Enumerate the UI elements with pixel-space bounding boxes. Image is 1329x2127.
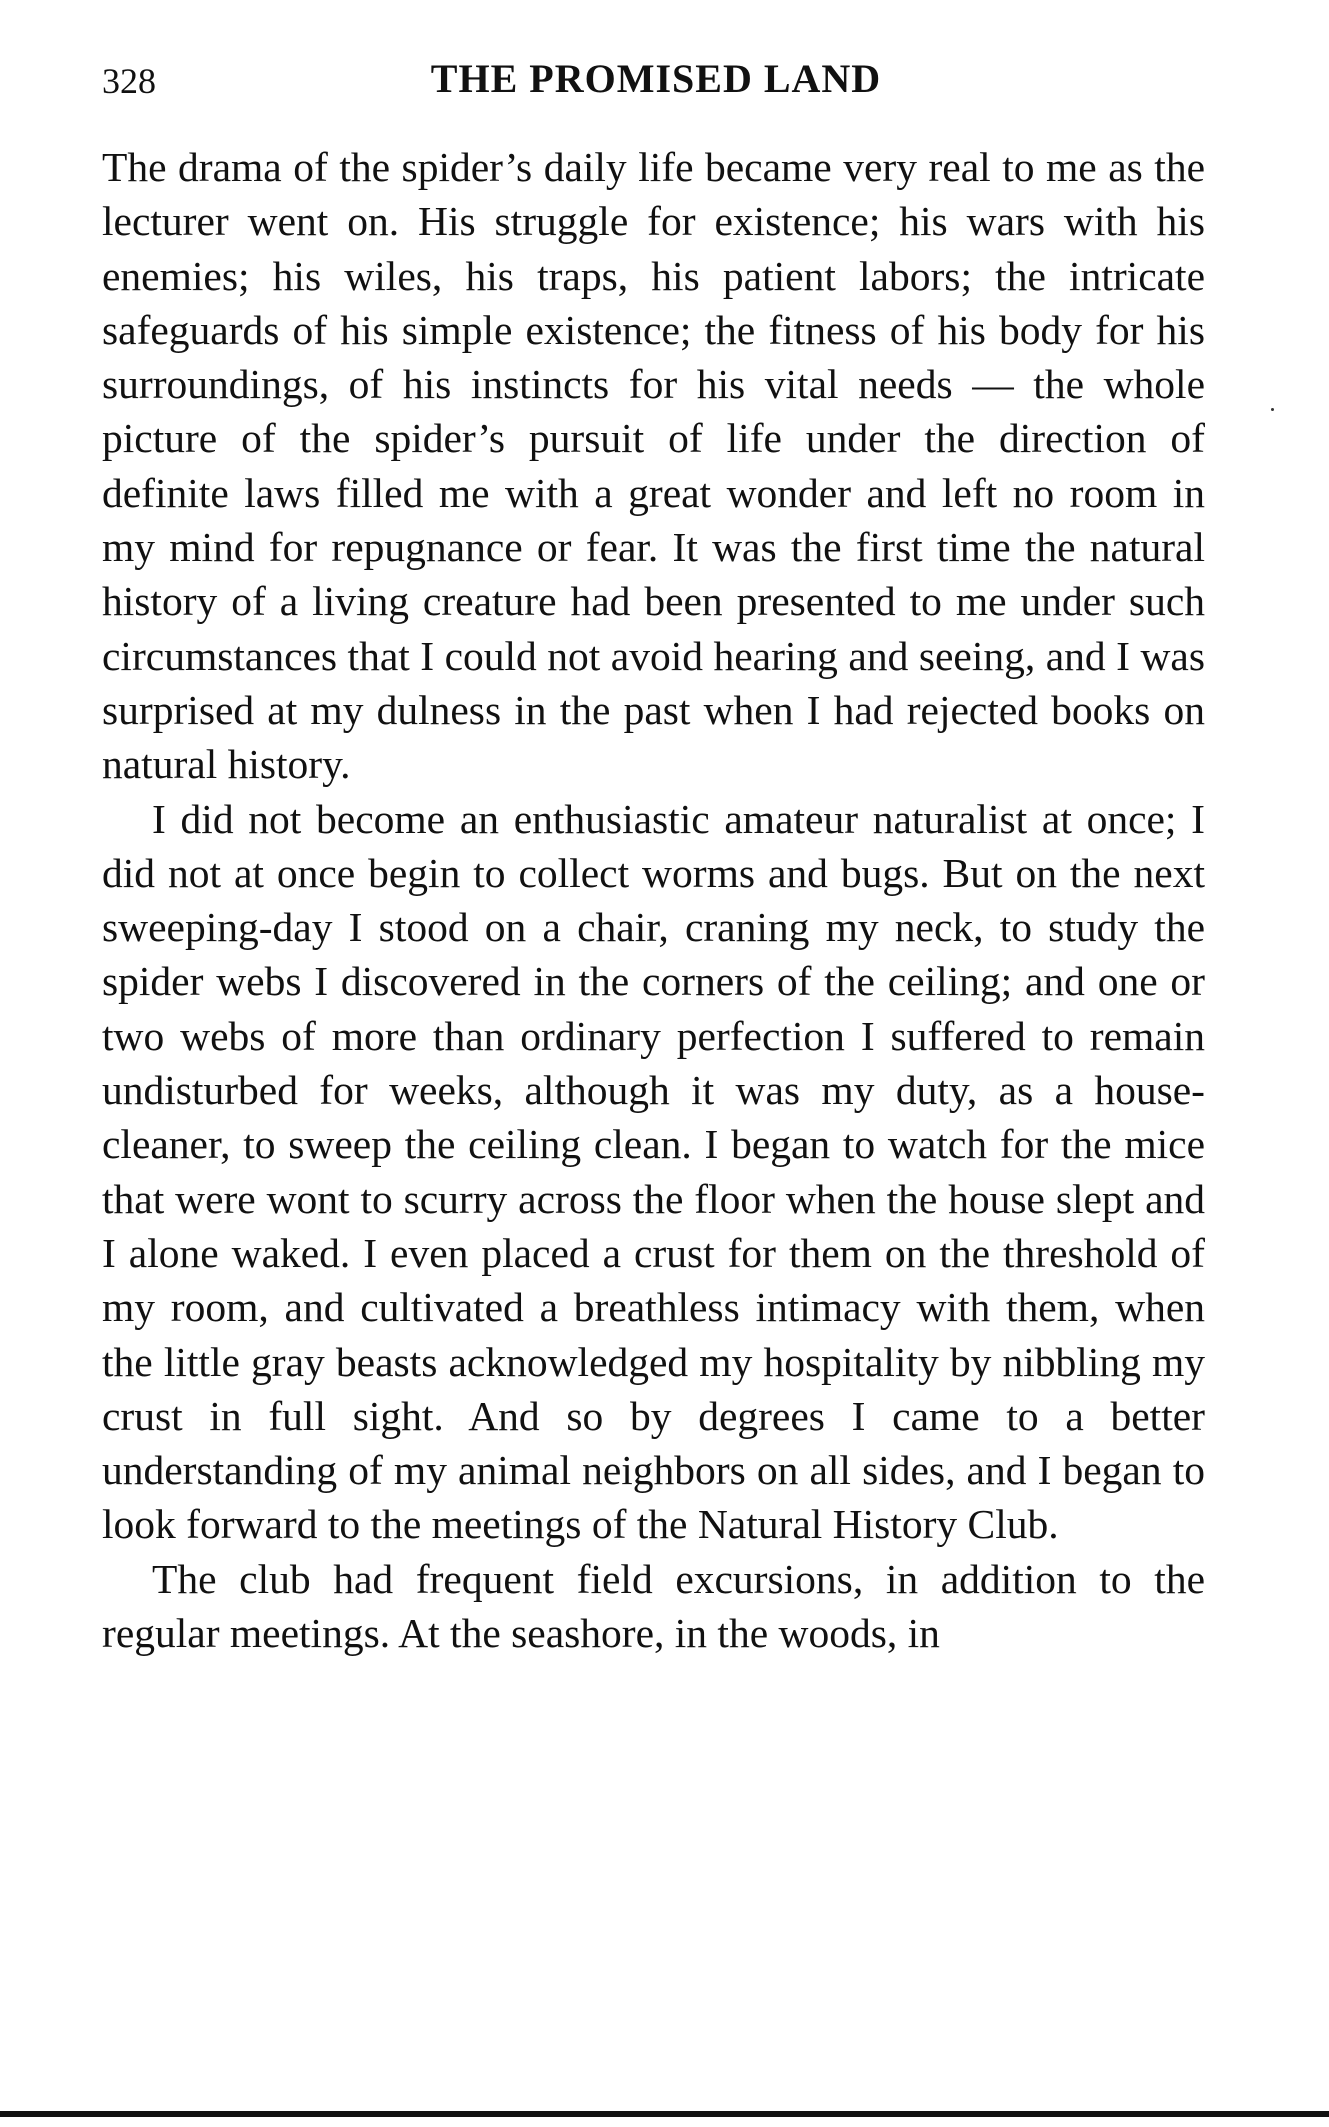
page-header — [102, 55, 1210, 105]
bottom-rule — [0, 2111, 1329, 2117]
page-number: 328 — [102, 61, 156, 101]
paragraph-field-excursions: The club had frequent field excursions, in addition to the regular meetings. At the seashore, in the woods, in — [102, 1555, 1205, 1657]
ink-speck — [1271, 408, 1274, 411]
paragraph-spider-drama: The drama of the spider’s daily life became very real to me as the lecturer went on. His struggle for existence; his wars with his enemies; his wiles, his traps, his patient labors; the intricate safeguards of his simple existence; the fitness of his body for his surroundings, of his instincts for his vital needs — the whole picture of the spider’s pursuit of life under the direction of definite laws filled me with a great wonder and left no room in my mind for repugnance or fear. It was the first time the natural history of a living creature had been presented to me under such circumstances that I could not avoid hearing and seeing, and I was surprised at my dulness in the past when I had rejected books on natural history. — [102, 144, 1205, 788]
body-text — [102, 140, 1205, 1660]
paragraph-amateur-naturalist: I did not become an enthusiastic amateur naturalist at once; I did not at once begin to collect worms and bugs. But on the next sweeping-day I stood on a chair, craning my neck, to study the spider webs I discovered in the corners of the ceiling; and one or two webs of more than ordinary perfection I suffered to remain undisturbed for weeks, although it was my duty, as a house-cleaner, to sweep the ceiling clean. I began to watch for the mice that were wont to scurry across the floor when the house slept and I alone waked. I even placed a crust for them on the threshold of my room, and cultivated a breathless intimacy with them, when the little gray beasts acknowledged my hospitality by nibbling my crust in full sight. And so by degrees I came to a better understanding of my animal neighbors on all sides, and I began to look forward to the meetings of the Natural History Club. — [102, 795, 1205, 1548]
running-title: THE PROMISED LAND — [430, 56, 882, 101]
